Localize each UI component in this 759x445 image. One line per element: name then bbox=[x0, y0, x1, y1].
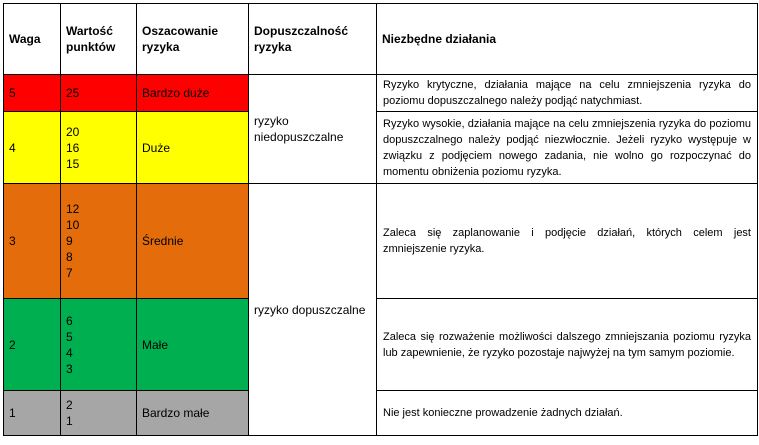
header-dopuszczalnosc: Dopuszczalność ryzyka bbox=[249, 4, 377, 75]
punkty-cell bbox=[61, 75, 137, 112]
dopuszczalnosc-cell-dopuszczalne: ryzyko dopuszczalne bbox=[249, 184, 377, 436]
punkty-value: 12 bbox=[66, 202, 80, 216]
punkty-value: 16 bbox=[66, 140, 80, 155]
punkty-value: 3 bbox=[66, 361, 73, 376]
punkty-value: 1 bbox=[66, 414, 73, 428]
punkty-cell bbox=[61, 112, 137, 184]
table-row-5 bbox=[4, 75, 758, 112]
dzialania-cell: Ryzyko wysokie, działania mające na celu zmniejszenia ryzyka do poziomu dopuszczalnego należy podjąć niezwłocznie. Jeżeli ryzyko występuje w związku z podjęciem nowego zadania, nie wolno go rozpoczynać do momentu obniżenia poziomu ryzyka. bbox=[377, 112, 758, 184]
punkty-cell bbox=[61, 391, 137, 436]
punkty-value: 7 bbox=[66, 266, 73, 280]
punkty-value: 20 bbox=[66, 124, 80, 139]
header-waga: Waga bbox=[4, 4, 61, 75]
header-dzialania: Niezbędne działania bbox=[377, 4, 758, 75]
risk-assessment-table bbox=[3, 3, 758, 436]
waga-cell: 1 bbox=[4, 391, 61, 436]
table-row-2 bbox=[4, 299, 758, 391]
table-row-1 bbox=[4, 391, 758, 436]
waga-cell: 4 bbox=[4, 112, 61, 184]
punkty-value: 6 bbox=[66, 313, 73, 328]
punkty-cell bbox=[61, 299, 137, 391]
waga-cell: 2 bbox=[4, 299, 61, 391]
oszacowanie-cell: Małe bbox=[137, 299, 249, 391]
punkty-value: 9 bbox=[66, 234, 73, 248]
waga-cell: 3 bbox=[4, 184, 61, 299]
oszacowanie-cell: Duże bbox=[137, 112, 249, 184]
punkty-value: 15 bbox=[66, 156, 80, 171]
dopuszczalnosc-cell-niedopuszczalne: ryzyko niedopuszczalne bbox=[249, 75, 377, 184]
table-row-3 bbox=[4, 184, 758, 299]
dzialania-cell: Zaleca się zaplanowanie i podjęcie działań, których celem jest zmniejszenie ryzyka. bbox=[377, 184, 758, 299]
oszacowanie-cell: Bardzo duże bbox=[137, 75, 249, 112]
oszacowanie-cell: Średnie bbox=[137, 184, 249, 299]
dzialania-cell: Ryzyko krytyczne, działania mające na celu zmniejszenia ryzyka do poziomu dopuszczalnego należy podjąć natychmiast. bbox=[377, 75, 758, 112]
dzialania-cell: Zaleca się rozważenie możliwości dalszego zmniejszania poziomu ryzyka lub zapewnienie, że ryzyko pozostaje najwyżej na tym samym poziomie. bbox=[377, 299, 758, 391]
header-row bbox=[4, 4, 758, 75]
punkty-value: 4 bbox=[66, 345, 73, 360]
waga-cell: 5 bbox=[4, 75, 61, 112]
dzialania-cell: Nie jest konieczne prowadzenie żadnych działań. bbox=[377, 391, 758, 436]
punkty-value: 2 bbox=[66, 398, 73, 412]
punkty-value: 8 bbox=[66, 250, 73, 264]
header-oszacowanie: Oszacowanie ryzyka bbox=[137, 4, 249, 75]
oszacowanie-cell: Bardzo małe bbox=[137, 391, 249, 436]
punkty-cell bbox=[61, 184, 137, 299]
punkty-value: 25 bbox=[66, 86, 80, 100]
header-punkty: Wartość punktów bbox=[61, 4, 137, 75]
table-row-4 bbox=[4, 112, 758, 184]
punkty-value: 10 bbox=[66, 218, 80, 232]
punkty-value: 5 bbox=[66, 329, 73, 344]
